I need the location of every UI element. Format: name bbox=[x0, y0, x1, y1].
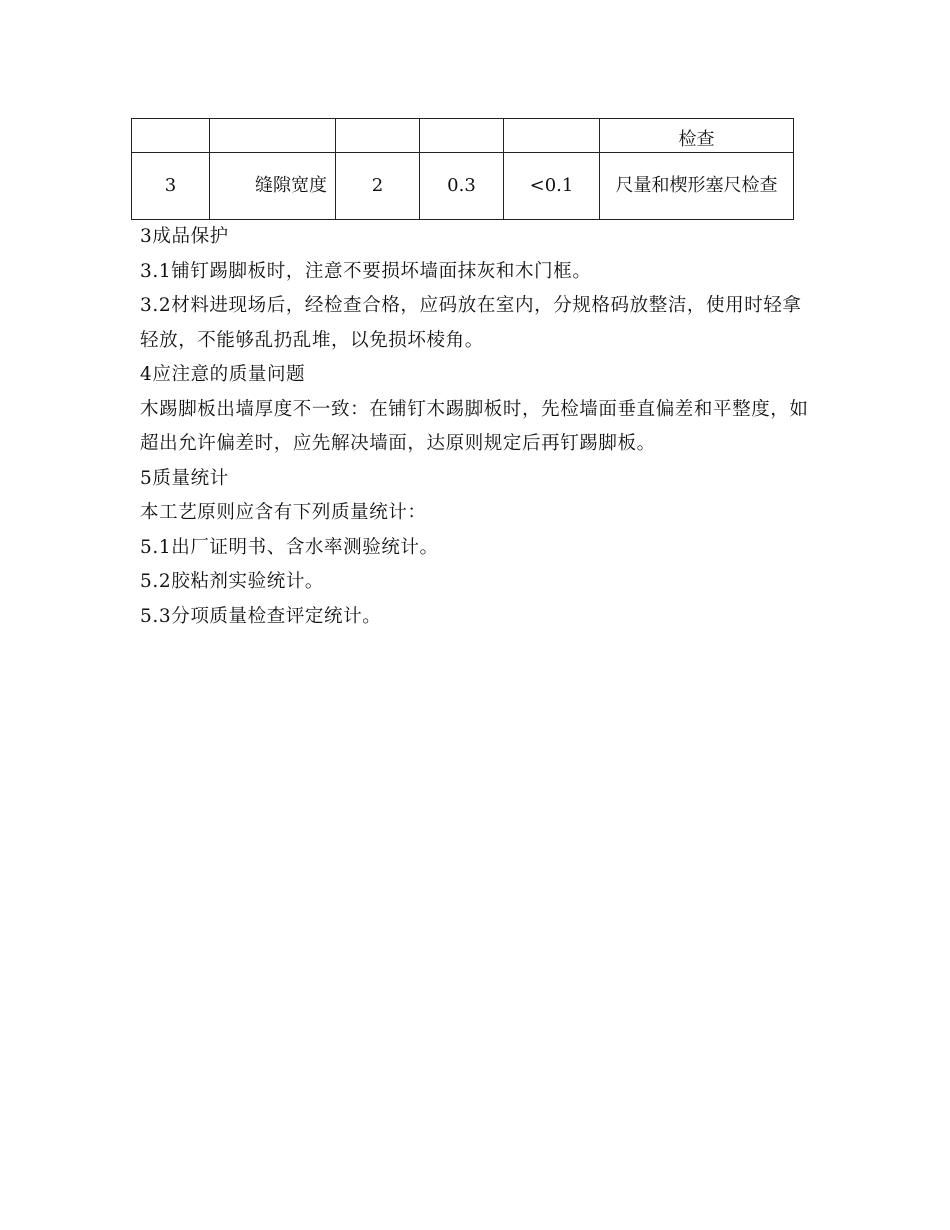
table-row bbox=[132, 153, 794, 220]
paragraph: 3.2材料进现场后，经检查合格，应码放在室内，分规格码放整洁，使用时轻拿轻放，不能够乱扔乱堆，以免损坏棱角。 bbox=[140, 295, 802, 351]
table-cell bbox=[210, 119, 336, 153]
list-item: 5.2胶粘剂实验统计。 bbox=[140, 571, 325, 592]
list-item: 5.1出厂证明书、含水率测验统计。 bbox=[140, 536, 439, 558]
paragraph: 木踢脚板出墙厚度不一致：在铺钉木踢脚板时，先检墙面垂直偏差和平整度，如超出允许偏差时，应先解决墙面，达原则规定后再钉踢脚板。 bbox=[140, 398, 809, 454]
table-row bbox=[132, 119, 794, 153]
table-cell: 0.3 bbox=[420, 153, 504, 220]
paragraph: 本工艺原则应含有下列质量统计： bbox=[140, 502, 427, 523]
quality-inspection-table bbox=[131, 118, 794, 220]
item-name-cell: 缝隙宽度 bbox=[210, 153, 336, 220]
inspection-method-cell: 检查 bbox=[600, 119, 794, 153]
table-cell bbox=[420, 119, 504, 153]
table-cell bbox=[504, 119, 600, 153]
list-item: 5.3分项质量检查评定统计。 bbox=[140, 605, 382, 627]
document-body bbox=[140, 220, 812, 634]
table-cell bbox=[132, 119, 210, 153]
section-heading: 3成品保护 bbox=[140, 226, 229, 247]
table-cell bbox=[336, 119, 420, 153]
section-heading: 5质量统计 bbox=[140, 467, 229, 489]
item-number-cell: 3 bbox=[132, 153, 210, 220]
section-heading: 4应注意的质量问题 bbox=[140, 364, 306, 385]
paragraph: 3.1铺钉踢脚板时，注意不要损坏墙面抹灰和木门框。 bbox=[140, 260, 592, 282]
table-cell: 2 bbox=[336, 153, 420, 220]
table-cell: <0.1 bbox=[504, 153, 600, 220]
inspection-method-cell: 尺量和楔形塞尺检查 bbox=[600, 153, 794, 220]
